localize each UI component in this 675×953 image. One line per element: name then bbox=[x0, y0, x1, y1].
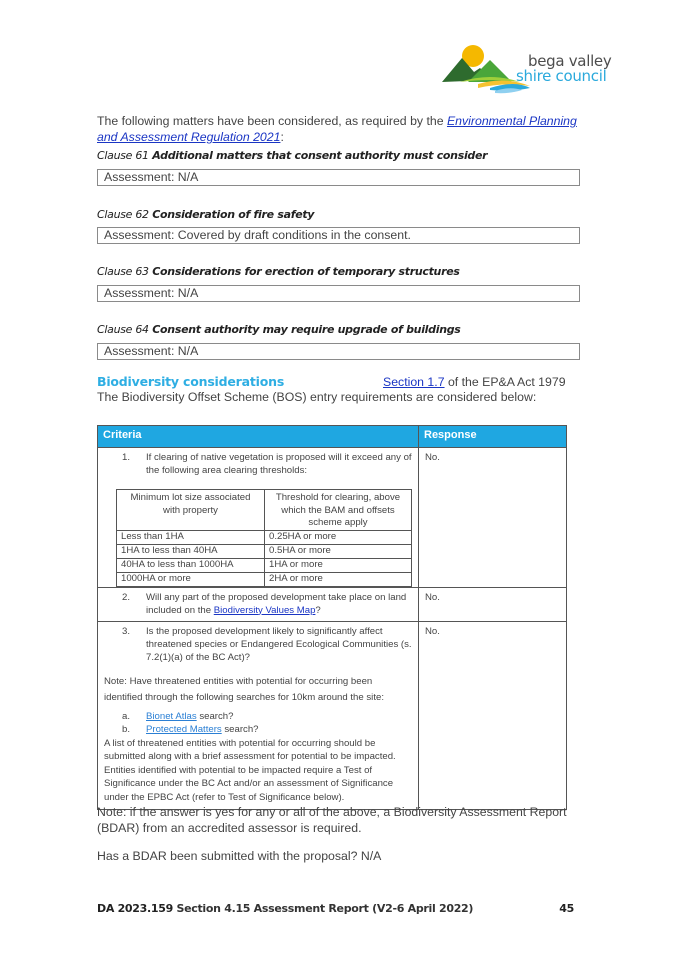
clause-63-title bbox=[97, 265, 460, 278]
page-footer bbox=[97, 902, 582, 915]
section-1-7-link[interactable]: Section 1.7 bbox=[383, 375, 445, 389]
response-cell-q2: No. bbox=[419, 587, 567, 621]
clause-heading: Consideration of fire safety bbox=[152, 208, 315, 221]
clause-64-title bbox=[97, 323, 461, 336]
clause-number: Clause 64 bbox=[97, 323, 149, 336]
search-item-text bbox=[146, 710, 233, 724]
council-logo bbox=[440, 38, 650, 94]
threshold-cell: 2HA or more bbox=[265, 572, 412, 586]
question-text: If clearing of native vegetation is proposed will it exceed any of the following area clearing thresholds: bbox=[146, 452, 412, 476]
clause-number: Clause 61 bbox=[97, 149, 149, 162]
threshold-row bbox=[117, 558, 412, 572]
table-header-row bbox=[98, 426, 567, 448]
intro-paragraph bbox=[97, 113, 577, 145]
question-2 bbox=[104, 591, 412, 617]
biodiversity-values-map-link[interactable]: Biodiversity Values Map bbox=[213, 604, 316, 616]
clause-63-assessment: Assessment: N/A bbox=[97, 285, 580, 302]
question-text bbox=[146, 591, 412, 617]
clause-heading: Additional matters that consent authority must consider bbox=[152, 149, 488, 162]
lot-size-cell: 40HA to less than 1000HA bbox=[117, 558, 265, 572]
threshold-header: Threshold for clearing, above which the BAM and offsets scheme apply bbox=[265, 490, 412, 531]
clause-61-title bbox=[97, 149, 487, 162]
clause-number: Clause 62 bbox=[97, 208, 149, 221]
clause-61-assessment: Assessment: N/A bbox=[97, 169, 580, 186]
bos-intro: The Biodiversity Offset Scheme (BOS) entry requirements are considered below: bbox=[97, 390, 537, 404]
threshold-row bbox=[117, 572, 412, 586]
list-marker: a. bbox=[122, 710, 131, 722]
question-number: 3. bbox=[122, 625, 131, 637]
criteria-cell-q2 bbox=[98, 587, 419, 621]
search-suffix: search? bbox=[196, 710, 234, 722]
criteria-header: Criteria bbox=[98, 426, 419, 448]
criteria-cell-q1 bbox=[98, 448, 419, 588]
search-note: Note: Have threatened entities with potential for occurring been identified through the following searches for 10km around the site: bbox=[104, 675, 384, 703]
criteria-cell-q3 bbox=[98, 621, 419, 810]
question-mark: ? bbox=[315, 604, 321, 616]
lot-size-cell: 1000HA or more bbox=[117, 572, 265, 586]
biodiversity-heading: Biodiversity considerations bbox=[97, 374, 285, 389]
question-number: 2. bbox=[122, 591, 131, 603]
response-header: Response bbox=[419, 426, 567, 448]
clause-heading: Consent authority may require upgrade of buildings bbox=[152, 323, 461, 336]
logo-hills-icon bbox=[440, 38, 530, 94]
clause-heading: Considerations for erection of temporary structures bbox=[152, 265, 460, 278]
clause-62-title bbox=[97, 208, 314, 221]
table-row bbox=[98, 587, 567, 621]
regulation-link[interactable]: Environmental Planning and Assessment Regulation 2021 bbox=[97, 114, 577, 144]
lot-size-cell: Less than 1HA bbox=[117, 530, 265, 544]
response-cell-q3: No. bbox=[419, 621, 567, 810]
bionet-atlas-link[interactable]: Bionet Atlas bbox=[146, 710, 197, 722]
search-item-bionet bbox=[104, 710, 412, 724]
search-item-text bbox=[146, 723, 259, 737]
reference-text: of the EP&A Act 1979 bbox=[444, 375, 566, 389]
footer-doc-title: Section 4.15 Assessment Report (V2-6 April 2022) bbox=[172, 902, 474, 915]
threshold-cell: 0.5HA or more bbox=[265, 544, 412, 558]
threshold-cell: 0.25HA or more bbox=[265, 530, 412, 544]
bdar-submitted-question: Has a BDAR been submitted with the proposal? N/A bbox=[97, 849, 382, 863]
lot-size-cell: 1HA to less than 40HA bbox=[117, 544, 265, 558]
question-1 bbox=[104, 451, 412, 477]
biodiversity-reference bbox=[383, 375, 566, 389]
bos-criteria-table bbox=[97, 425, 567, 810]
threshold-row bbox=[117, 530, 412, 544]
clause-64-assessment: Assessment: N/A bbox=[97, 343, 580, 360]
logo-text-bega-valley: bega valley bbox=[528, 52, 612, 70]
table-row bbox=[98, 448, 567, 588]
threshold-cell: 1HA or more bbox=[265, 558, 412, 572]
question-number: 1. bbox=[122, 452, 131, 463]
question-text-part: Will any part of the proposed development take place on land included on the bbox=[146, 591, 407, 616]
threatened-entities-note: A list of threatened entities with potential for occurring should be submitted along with a brief assessment for potential to be impacted. Entities identified with potential to be impacted require a Test of Significance under the BC Act and/or an assessment of Significance under the EPBC Act (refer to Test of Significance below). bbox=[104, 737, 396, 803]
question-text: Is the proposed development likely to significantly affect threatened species or Endangered Ecological Communities (s. 7.2(1)(a) of the BC Act)? bbox=[146, 625, 412, 663]
clause-number: Clause 63 bbox=[97, 265, 149, 278]
protected-matters-link[interactable]: Protected Matters bbox=[146, 724, 222, 735]
response-cell-q1: No. bbox=[419, 448, 567, 588]
logo-text-shire-council: shire council bbox=[516, 67, 607, 85]
lot-size-header: Minimum lot size associated with property bbox=[117, 490, 265, 531]
clause-62-assessment: Assessment: Covered by draft conditions in the consent. bbox=[97, 227, 580, 244]
page-number: 45 bbox=[559, 902, 574, 915]
threshold-header-row bbox=[117, 490, 412, 531]
table-row bbox=[98, 621, 567, 810]
search-item-protected-matters bbox=[104, 723, 412, 737]
question-3 bbox=[104, 625, 412, 664]
clearing-thresholds-table bbox=[116, 489, 412, 587]
threshold-row bbox=[117, 544, 412, 558]
intro-colon: : bbox=[280, 130, 284, 144]
list-marker: b. bbox=[122, 724, 131, 735]
footer-doc-id: DA 2023.159 bbox=[97, 902, 173, 915]
search-list bbox=[104, 710, 412, 737]
intro-text: The following matters have been considered, as required by the bbox=[97, 114, 447, 128]
search-suffix: search? bbox=[221, 724, 259, 735]
bdar-requirement-note: Note: if the answer is yes for any or all of the above, a Biodiversity Assessment Report (BDAR) from an accredited assessor is required. bbox=[97, 805, 567, 835]
